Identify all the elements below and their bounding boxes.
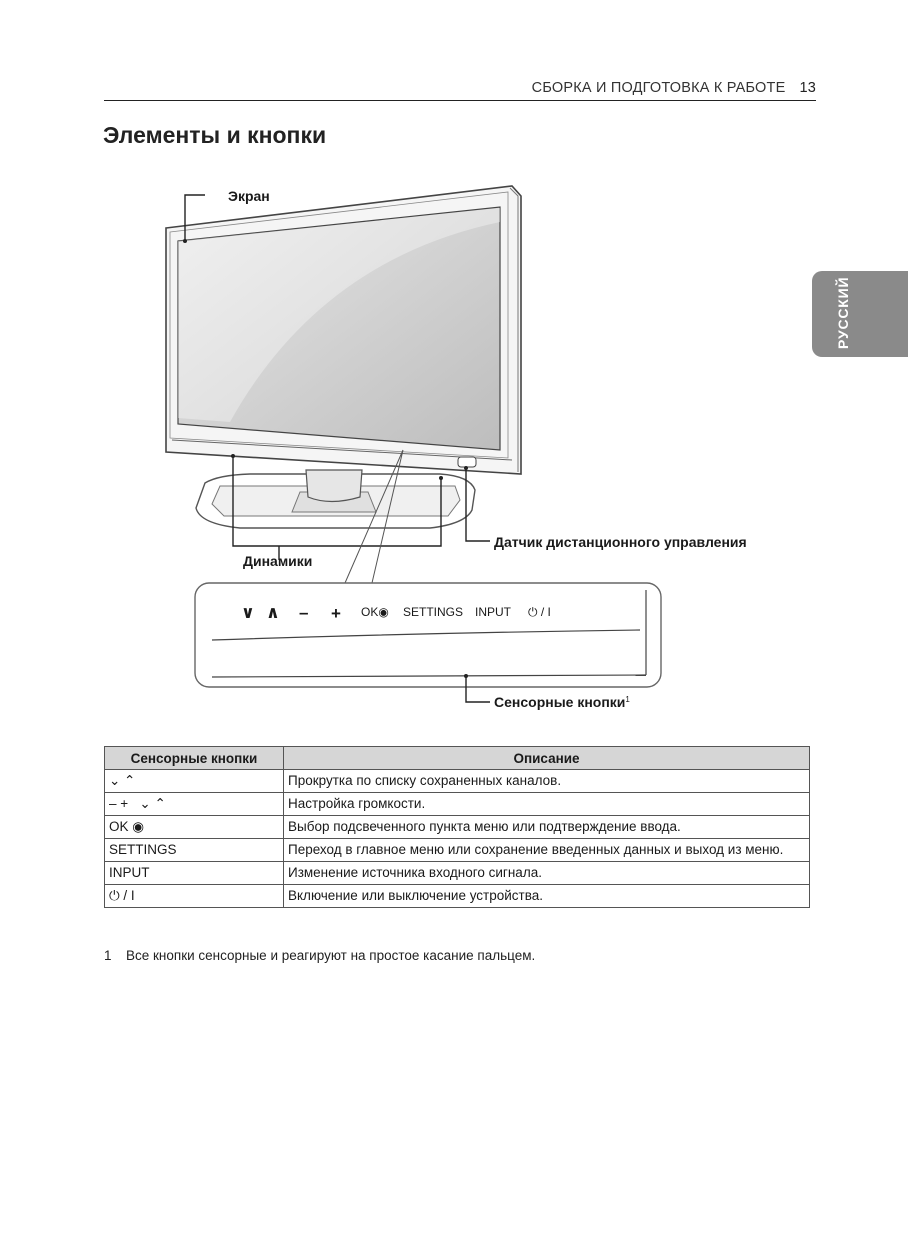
table-row [105, 816, 810, 839]
cell-button: ⏻ / I [105, 885, 284, 908]
cell-description: Включение или выключение устройства. [284, 885, 810, 908]
panel-button-minus: – [299, 603, 309, 622]
label-speakers: Динамики [243, 553, 313, 569]
table-row [105, 839, 810, 862]
table-row [105, 885, 810, 908]
page-number: 13 [799, 80, 816, 96]
panel-button-down: ∨ [241, 603, 255, 622]
column-header-buttons: Сенсорные кнопки [105, 747, 284, 770]
label-screen: Экран [228, 188, 270, 204]
page-title: Элементы и кнопки [103, 122, 327, 148]
cell-button: SETTINGS [105, 839, 284, 862]
footnote-number: 1 [104, 948, 112, 963]
panel-button-plus: + [331, 604, 341, 623]
label-remote-sensor: Датчик дистанционного управления [494, 534, 747, 550]
panel-button-settings: SETTINGS [403, 605, 464, 619]
cell-description: Прокрутка по списку сохраненных каналов. [284, 770, 810, 793]
cell-description: Настройка громкости. [284, 793, 810, 816]
cell-button: INPUT [105, 862, 284, 885]
table-header-row [105, 747, 810, 770]
tv-stand [196, 470, 475, 528]
footnote-text: Все кнопки сенсорные и реагируют на простое касание пальцем. [126, 948, 536, 963]
label-touch-buttons: Сенсорные кнопки$^1$ [494, 694, 630, 710]
column-header-description: Описание [284, 747, 810, 770]
panel-button-power: ⏻ / I [528, 605, 551, 619]
buttons-table [104, 746, 810, 908]
cell-description: Изменение источника входного сигнала. [284, 862, 810, 885]
panel-button-ok: OK◉ [361, 605, 389, 619]
cell-description: Выбор подсвеченного пункта меню или подтверждение ввода. [284, 816, 810, 839]
footnote [104, 948, 535, 963]
table-row [105, 862, 810, 885]
panel-button-up: ∧ [266, 603, 280, 622]
table-row [105, 793, 810, 816]
cell-description: Переход в главное меню или сохранение введенных данных и выход из меню. [284, 839, 810, 862]
section-title: СБОРКА И ПОДГОТОВКА К РАБОТЕ [531, 80, 786, 96]
cell-button: OK ◉ [105, 816, 284, 839]
touch-panel-closeup [195, 583, 661, 687]
remote-sensor-window [458, 457, 476, 467]
cell-button: ⌄ ⌃ [105, 770, 284, 793]
table-row [105, 770, 810, 793]
language-tab-label: РУССКИЙ [835, 276, 851, 349]
cell-button: – + ⌄ ⌃ [105, 793, 284, 816]
panel-button-input: INPUT [475, 605, 511, 619]
